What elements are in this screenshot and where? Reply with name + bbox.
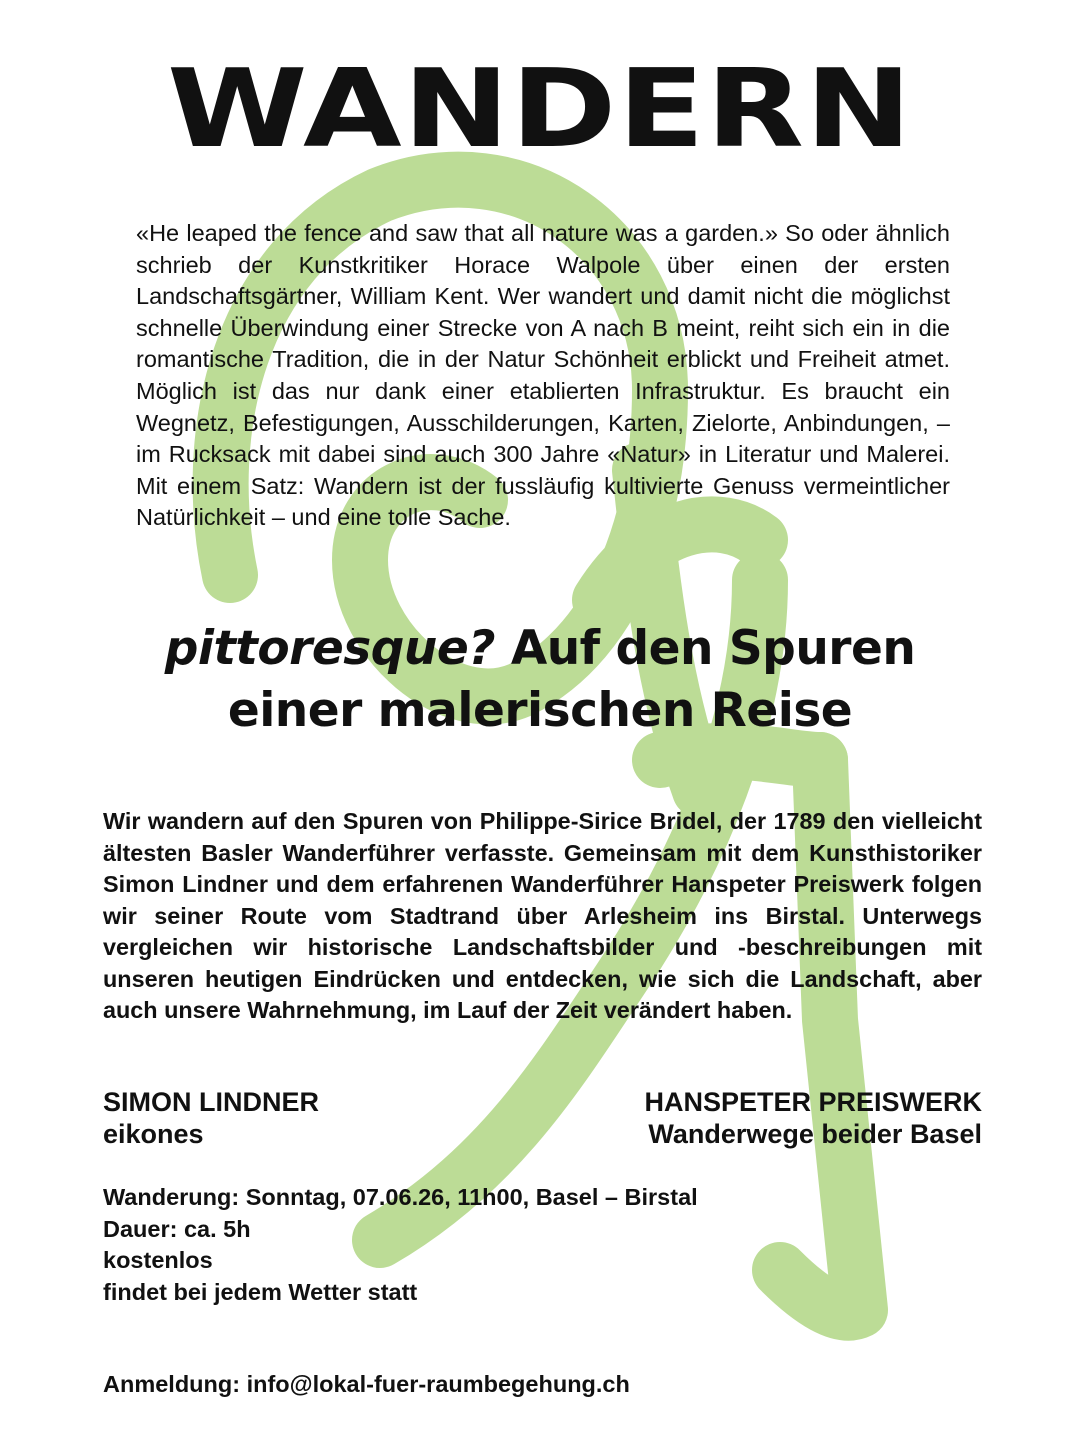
event-description: Wir wandern auf den Spuren von Philippe-Sirice Bridel, der 1789 den vielleicht ältesten Basler Wanderführer verfasste. Gemeinsam mit dem Kunsthistoriker Simon Lindner und dem erfahrenen Wanderführer Hanspeter Preiswerk folgen wir seiner Route vom Stadtrand über Arlesheim ins Birstal. Unterwegs vergleichen wir historische Landschaftsbilder und -beschreibungen mit unseren heutigen Eindrücken und entdecken, wie sich die Landschaft, aber auch unsere Wahrnehmung, im Lauf der Zeit verändert haben. bbox=[103, 808, 982, 1023]
person-name: HANSPETER PREISWERK bbox=[644, 1087, 982, 1117]
headline-italic: pittoresque? bbox=[164, 621, 495, 676]
person-name: SIMON LINDNER bbox=[103, 1087, 319, 1117]
person-org: Wanderwege beider Basel bbox=[648, 1119, 982, 1149]
person-simon-lindner bbox=[103, 1086, 319, 1150]
person-org: eikones bbox=[103, 1119, 204, 1149]
person-hanspeter-preiswerk bbox=[644, 1086, 982, 1150]
info-duration: Dauer: ca. 5h bbox=[103, 1215, 251, 1242]
event-headline bbox=[60, 618, 1020, 742]
intro-paragraph: «He leaped the fence and saw that all nature was a garden.» So oder ähnlich schrieb der Kunstkritiker Horace Walpole über einen der ersten Landschaftsgärtner, William Kent. Wer wandert und damit nicht die möglichst schnelle Überwindung einer Strecke von A nach B meint, reiht sich ein in die romantische Tradition, die in der Natur Schönheit erblickt und Freiheit atmet. Möglich ist das nur dank einer etablierten Infrastruktur. Es braucht ein Wegnetz, Befestigungen, Ausschilderungen, Karten, Zielorte, Anbindungen, – im Rucksack mit dabei sind auch 300 Jahre «Natur» in Literatur und Malerei. Mit einem Satz: Wandern ist der fussläufig kultivierte Genuss vermeintlicher Natürlichkeit – und eine tolle Sache. bbox=[136, 220, 950, 531]
headline-line1-rest: Auf den Spuren bbox=[494, 621, 916, 676]
headline-line2: einer malerischen Reise bbox=[227, 683, 853, 738]
info-price: kostenlos bbox=[103, 1247, 213, 1273]
event-info bbox=[103, 1182, 903, 1308]
registration-email[interactable]: Anmeldung: info@lokal-fuer-raumbegehung.ch bbox=[103, 1371, 630, 1397]
info-date: Wanderung: Sonntag, 07.06.26, 11h00, Basel – Birstal bbox=[103, 1184, 698, 1210]
page-title: WANDERN bbox=[166, 47, 914, 172]
info-weather: findet bei jedem Wetter statt bbox=[103, 1278, 418, 1305]
